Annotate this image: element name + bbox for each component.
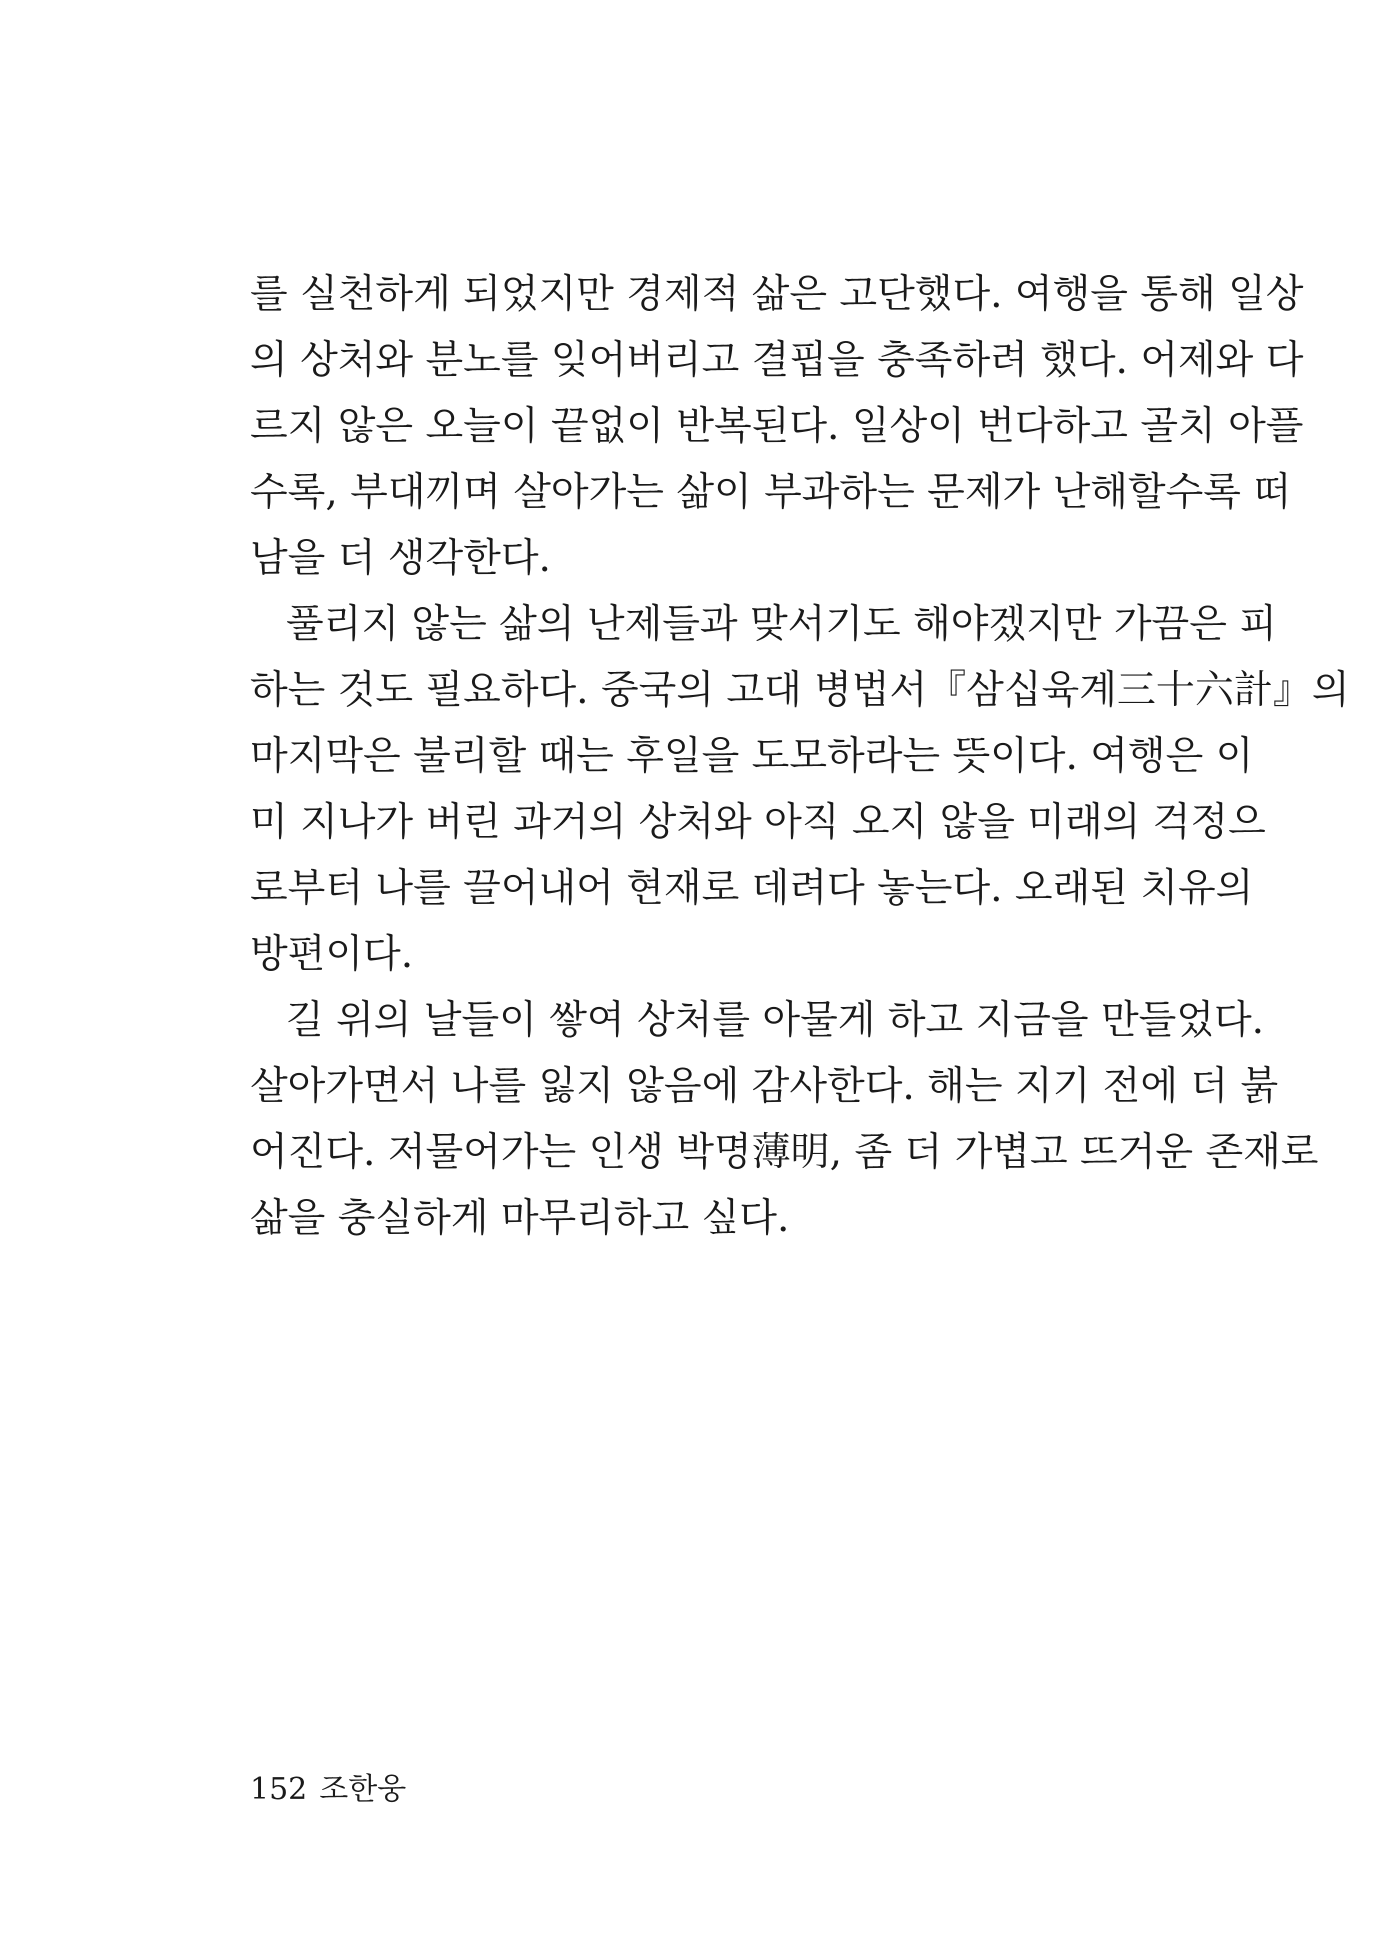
text-line: 하는 것도 필요하다. 중국의 고대 병법서『삼십육계三十六計』의 [250, 668, 1350, 713]
text-line: 를 실천하게 되었지만 경제적 삶은 고단했다. 여행을 통해 일상 [250, 272, 1304, 317]
paragraph-3 [250, 988, 1319, 1252]
text-line: 길 위의 날들이 쌓여 상처를 아물게 하고 지금을 만들었다. [286, 998, 1265, 1043]
author-name: 조한웅 [319, 1772, 407, 1807]
page-number: 152 [250, 1772, 308, 1807]
text-line: 미 지나가 버린 과거의 상처와 아직 오지 않을 미래의 걱정으 [250, 800, 1266, 845]
text-line: 풀리지 않는 삶의 난제들과 맞서기도 해야겠지만 가끔은 피 [286, 602, 1277, 647]
text-line: 로부터 나를 끌어내어 현재로 데려다 놓는다. 오래된 치유의 [250, 866, 1254, 911]
text-line: 살아가면서 나를 잃지 않음에 감사한다. 해는 지기 전에 더 붉 [250, 1064, 1279, 1109]
text-line: 어진다. 저물어가는 인생 박명薄明, 좀 더 가볍고 뜨거운 존재로 [250, 1130, 1319, 1175]
text-line: 수록, 부대끼며 살아가는 삶이 부과하는 문제가 난해할수록 떠 [250, 470, 1292, 515]
body-text [250, 262, 1350, 1252]
text-line: 남을 더 생각한다. [250, 536, 551, 581]
paragraph-1 [250, 262, 1304, 592]
text-line: 르지 않은 오늘이 끝없이 반복된다. 일상이 번다하고 골치 아플 [250, 404, 1304, 449]
text-line: 의 상처와 분노를 잊어버리고 결핍을 충족하려 했다. 어제와 다 [250, 338, 1304, 383]
page-footer [250, 1770, 406, 1810]
text-line: 방편이다. [250, 932, 414, 977]
paragraph-2 [250, 592, 1350, 988]
text-line: 삶을 충실하게 마무리하고 싶다. [250, 1196, 790, 1241]
text-line: 마지막은 불리할 때는 후일을 도모하라는 뜻이다. 여행은 이 [250, 734, 1254, 779]
